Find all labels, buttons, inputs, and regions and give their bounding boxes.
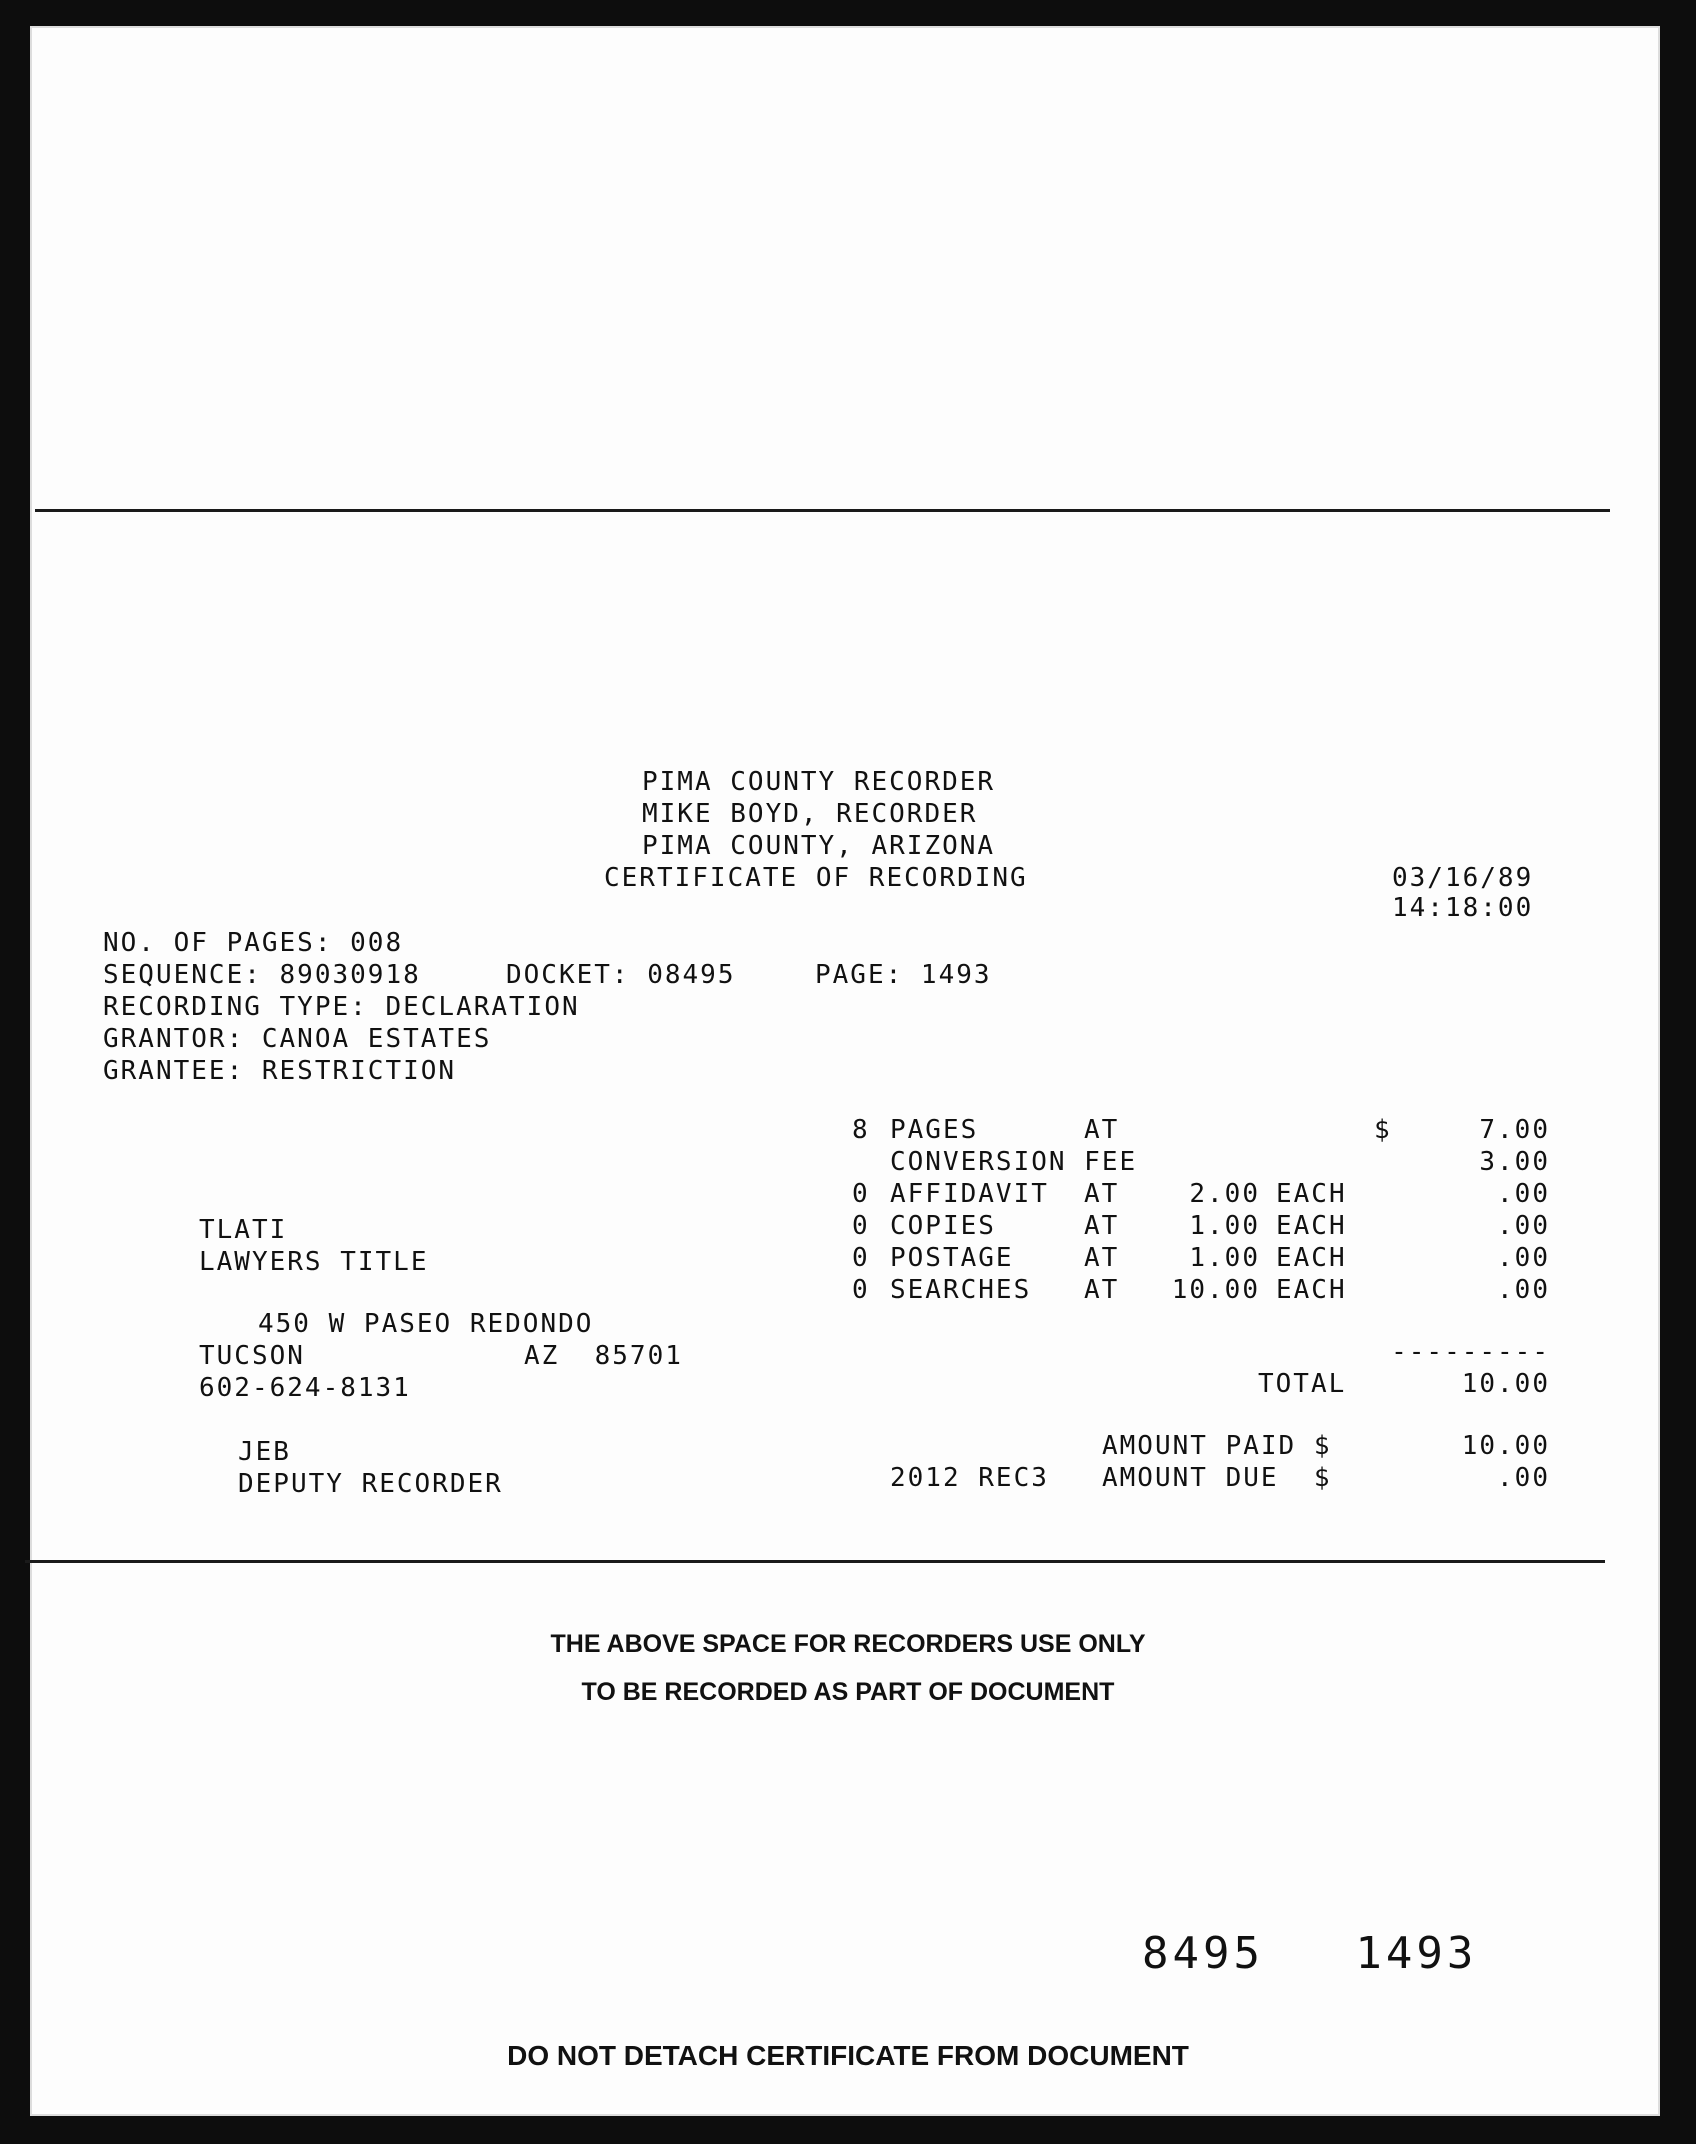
grantor: GRANTOR: CANOA ESTATES xyxy=(103,1024,492,1054)
docket-number: DOCKET: 08495 xyxy=(506,960,736,990)
fee-at: AT xyxy=(1084,1211,1120,1241)
fee-count: 0 xyxy=(852,1179,870,1209)
fee-amount: .00 xyxy=(1497,1211,1550,1241)
docket-page-stamp: 8495 1493 xyxy=(1142,1928,1478,1979)
fee-each: EACH xyxy=(1276,1243,1347,1273)
fee-dollar-sign: $ xyxy=(1374,1115,1392,1145)
fee-amount: 7.00 xyxy=(1479,1115,1550,1145)
submitter-city: TUCSON xyxy=(199,1341,305,1371)
fee-item: COPIES xyxy=(890,1211,996,1241)
fee-count: 0 xyxy=(852,1275,870,1305)
amount-paid: 10.00 xyxy=(1461,1431,1550,1461)
recording-time: 14:18:00 xyxy=(1392,893,1534,923)
total-divider: --------- xyxy=(1391,1337,1550,1367)
recording-type: RECORDING TYPE: DECLARATION xyxy=(103,992,580,1022)
fee-each: EACH xyxy=(1276,1179,1347,1209)
fee-amount: .00 xyxy=(1497,1243,1550,1273)
deputy-initials: JEB xyxy=(238,1437,291,1467)
submitter-state-zip: AZ 85701 xyxy=(524,1341,683,1371)
total-amount: 10.00 xyxy=(1461,1369,1550,1399)
header-county-state: PIMA COUNTY, ARIZONA xyxy=(642,831,996,861)
amount-paid-label: AMOUNT PAID $ xyxy=(1102,1431,1332,1461)
submitter-name: LAWYERS TITLE xyxy=(199,1247,429,1277)
fee-rate: 10.00 xyxy=(1171,1275,1260,1305)
total-label: TOTAL xyxy=(1258,1369,1347,1399)
fee-rate: 2.00 xyxy=(1189,1179,1260,1209)
header-recorder-name: MIKE BOYD, RECORDER xyxy=(642,799,978,829)
deputy-title: DEPUTY RECORDER xyxy=(238,1469,503,1499)
fee-count: 0 xyxy=(852,1211,870,1241)
grantee: GRANTEE: RESTRICTION xyxy=(103,1056,457,1086)
fee-item: PAGES xyxy=(890,1115,979,1145)
page-number: PAGE: 1493 xyxy=(815,960,992,990)
fee-at: AT xyxy=(1084,1243,1120,1273)
fee-amount: .00 xyxy=(1497,1275,1550,1305)
certificate-title: CERTIFICATE OF RECORDING xyxy=(604,863,1028,893)
fee-at: AT xyxy=(1084,1179,1120,1209)
fee-each: EACH xyxy=(1276,1275,1347,1305)
sequence-number: SEQUENCE: 89030918 xyxy=(103,960,421,990)
amount-due-label: AMOUNT DUE $ xyxy=(1102,1463,1332,1493)
fee-count: 8 xyxy=(852,1115,870,1145)
header-recorder-office: PIMA COUNTY RECORDER xyxy=(642,767,996,797)
fee-item: CONVERSION FEE xyxy=(890,1147,1138,1177)
fee-item: SEARCHES xyxy=(890,1275,1032,1305)
fee-amount: 3.00 xyxy=(1479,1147,1550,1177)
fee-at: AT xyxy=(1084,1275,1120,1305)
record-as-part-note: TO BE RECORDED AS PART OF DOCUMENT xyxy=(581,1678,1115,1706)
fee-rate: 1.00 xyxy=(1189,1243,1260,1273)
recorders-use-note: THE ABOVE SPACE FOR RECORDERS USE ONLY xyxy=(550,1630,1146,1658)
fee-count: 0 xyxy=(852,1243,870,1273)
submitter-phone: 602-624-8131 xyxy=(199,1373,411,1403)
amount-due: .00 xyxy=(1497,1463,1550,1493)
fee-each: EACH xyxy=(1276,1211,1347,1241)
recording-date: 03/16/89 xyxy=(1392,863,1534,893)
do-not-detach-warning: DO NOT DETACH CERTIFICATE FROM DOCUMENT xyxy=(507,2040,1189,2071)
submitter-code: TLATI xyxy=(199,1215,288,1245)
number-of-pages: NO. OF PAGES: 008 xyxy=(103,928,404,958)
fee-at: AT xyxy=(1084,1115,1120,1145)
submitter-street: 450 W PASEO REDONDO xyxy=(258,1309,594,1339)
fee-amount: .00 xyxy=(1497,1179,1550,1209)
register-code: 2012 REC3 xyxy=(890,1463,1049,1493)
fee-rate: 1.00 xyxy=(1189,1211,1260,1241)
fee-item: POSTAGE xyxy=(890,1243,1014,1273)
bottom-divider xyxy=(25,1560,1605,1563)
top-divider xyxy=(35,509,1610,512)
fee-item: AFFIDAVIT xyxy=(890,1179,1049,1209)
